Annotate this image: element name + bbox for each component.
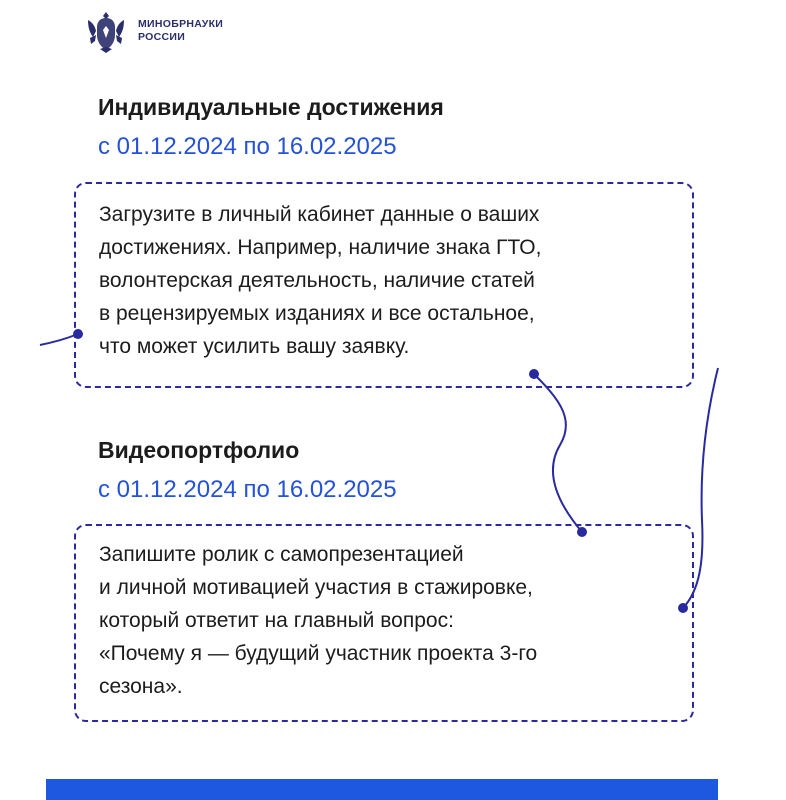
left-connector-dot [73,329,83,339]
video-line: Запишите ролик с самопрезентацией [99,543,464,566]
middle-connector-line [534,374,582,532]
right-connector-dot [678,603,688,613]
middle-connector-dot-top [529,369,539,379]
bottom-accent-bar [46,779,718,800]
achievements-line: Загрузите в личный кабинет данные о ваших [99,203,540,226]
achievements-line: волонтерская деятельность, наличие статей [99,269,535,292]
middle-connector-dot-bottom [577,527,587,537]
video-line: и личной мотивацией участия в стажировке, [99,576,533,599]
section-dates-achievements: с 01.12.2024 по 16.02.2025 [98,133,397,160]
section-title-achievements: Индивидуальные достижения [98,94,444,120]
achievements-line: в рецензируемых изданиях и все остальное, [99,302,535,325]
section-dates-video: с 01.12.2024 по 16.02.2025 [98,476,397,503]
ministry-name-line1: МИНОБРНАУКИ [138,18,224,30]
video-line: сезона». [99,675,183,698]
achievements-line: что может усилить вашу заявку. [99,335,410,358]
video-line: который ответит на главный вопрос: [99,609,454,632]
video-line: «Почему я — будущий участник проекта 3-го [99,642,538,665]
right-connector-line [683,368,718,608]
ministry-name-line2: РОССИИ [138,31,186,43]
section-title-video: Видеопортфолио [98,437,300,463]
achievements-line: достижениях. Например, наличие знака ГТО, [99,236,542,259]
left-connector-line [40,334,78,345]
